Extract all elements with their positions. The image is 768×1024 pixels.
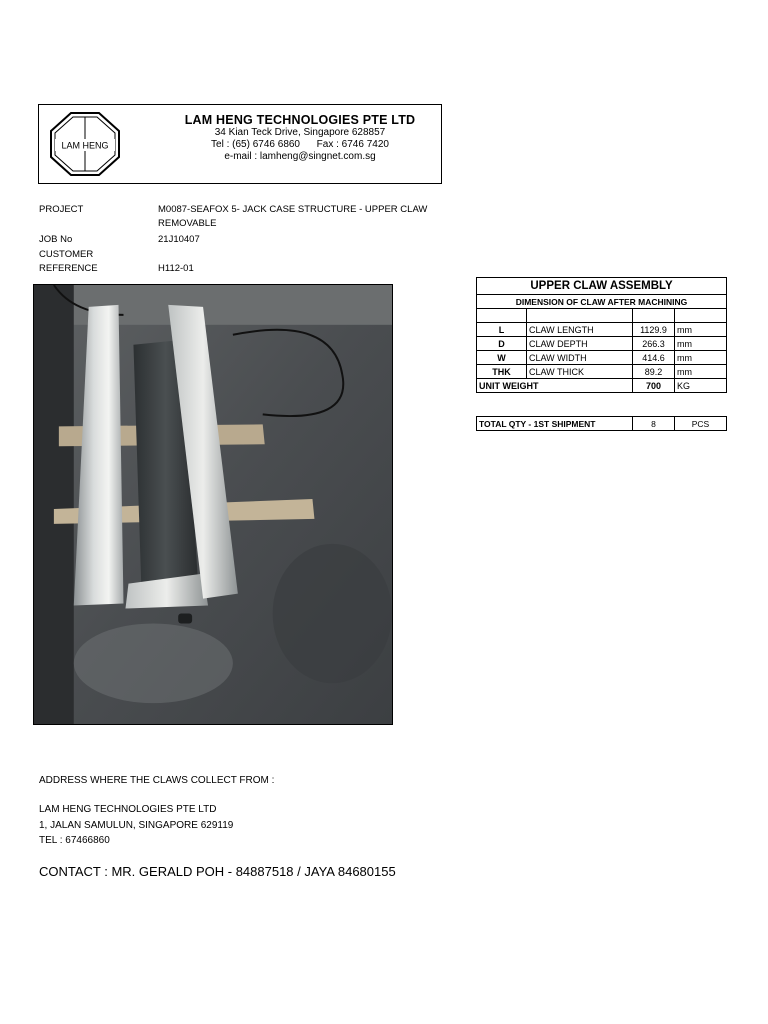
dim-unit: mm xyxy=(675,351,727,365)
dim-name: CLAW DEPTH xyxy=(527,337,633,351)
contact-line: CONTACT : MR. GERALD POH - 84887518 / JAYA 84680155 xyxy=(39,864,396,879)
table-row xyxy=(477,309,727,323)
dim-unit: mm xyxy=(675,337,727,351)
company-phone-fax: Tel : (65) 6746 6860 Fax : 6746 7420 xyxy=(211,139,389,150)
table-row xyxy=(477,323,727,337)
address-company: LAM HENG TECHNOLOGIES PTE LTD xyxy=(39,804,217,815)
spec-title: UPPER CLAW ASSEMBLY xyxy=(477,278,727,295)
letterhead xyxy=(38,104,442,184)
project-label: PROJECT xyxy=(39,204,84,215)
dim-value: 89.2 xyxy=(633,365,675,379)
dim-name: CLAW WIDTH xyxy=(527,351,633,365)
company-name: LAM HENG TECHNOLOGIES PTE LTD xyxy=(184,113,416,127)
table-row xyxy=(477,417,727,431)
unit-weight-unit: KG xyxy=(675,379,727,393)
table-row xyxy=(477,365,727,379)
address-heading: ADDRESS WHERE THE CLAWS COLLECT FROM : xyxy=(39,775,275,786)
company-logo xyxy=(49,111,121,177)
dim-unit: mm xyxy=(675,323,727,337)
reference-label: REFERENCE xyxy=(39,263,98,274)
job-label: JOB No xyxy=(39,234,73,245)
claw-spec-table xyxy=(476,277,727,393)
table-row xyxy=(477,351,727,365)
project-value-line2: REMOVABLE xyxy=(158,218,217,229)
project-value-line1: M0087-SEAFOX 5- JACK CASE STRUCTURE - UPPER CLAW xyxy=(158,204,428,215)
dim-name: CLAW THICK xyxy=(527,365,633,379)
job-value: 21J10407 xyxy=(158,234,200,245)
dim-code: D xyxy=(477,337,527,351)
dim-code: L xyxy=(477,323,527,337)
dim-name: CLAW LENGTH xyxy=(527,323,633,337)
company-email: e-mail : lamheng@singnet.com.sg xyxy=(224,151,376,162)
unit-weight-value: 700 xyxy=(633,379,675,393)
dim-unit: mm xyxy=(675,365,727,379)
total-qty-unit: PCS xyxy=(675,417,727,431)
address-tel: TEL : 67466860 xyxy=(39,835,110,846)
total-qty-table xyxy=(476,416,727,431)
total-qty-label: TOTAL QTY - 1ST SHIPMENT xyxy=(477,417,633,431)
dim-code: THK xyxy=(477,365,527,379)
table-row xyxy=(477,379,727,393)
company-address: 34 Kian Teck Drive, Singapore 628857 xyxy=(214,127,386,138)
total-qty-value: 8 xyxy=(633,417,675,431)
dim-value: 266.3 xyxy=(633,337,675,351)
logo-text: LAM HENG xyxy=(61,140,109,151)
table-row xyxy=(477,337,727,351)
customer-label: CUSTOMER xyxy=(39,249,94,260)
dim-value: 414.6 xyxy=(633,351,675,365)
reference-value: H112-01 xyxy=(158,263,194,274)
unit-weight-label: UNIT WEIGHT xyxy=(477,379,633,393)
dim-code: W xyxy=(477,351,527,365)
spec-subtitle: DIMENSION OF CLAW AFTER MACHINING xyxy=(477,295,727,309)
company-block xyxy=(165,113,435,163)
dim-value: 1129.9 xyxy=(633,323,675,337)
claw-photo xyxy=(33,284,393,725)
address-street: 1, JALAN SAMULUN, SINGAPORE 629119 xyxy=(39,820,234,831)
